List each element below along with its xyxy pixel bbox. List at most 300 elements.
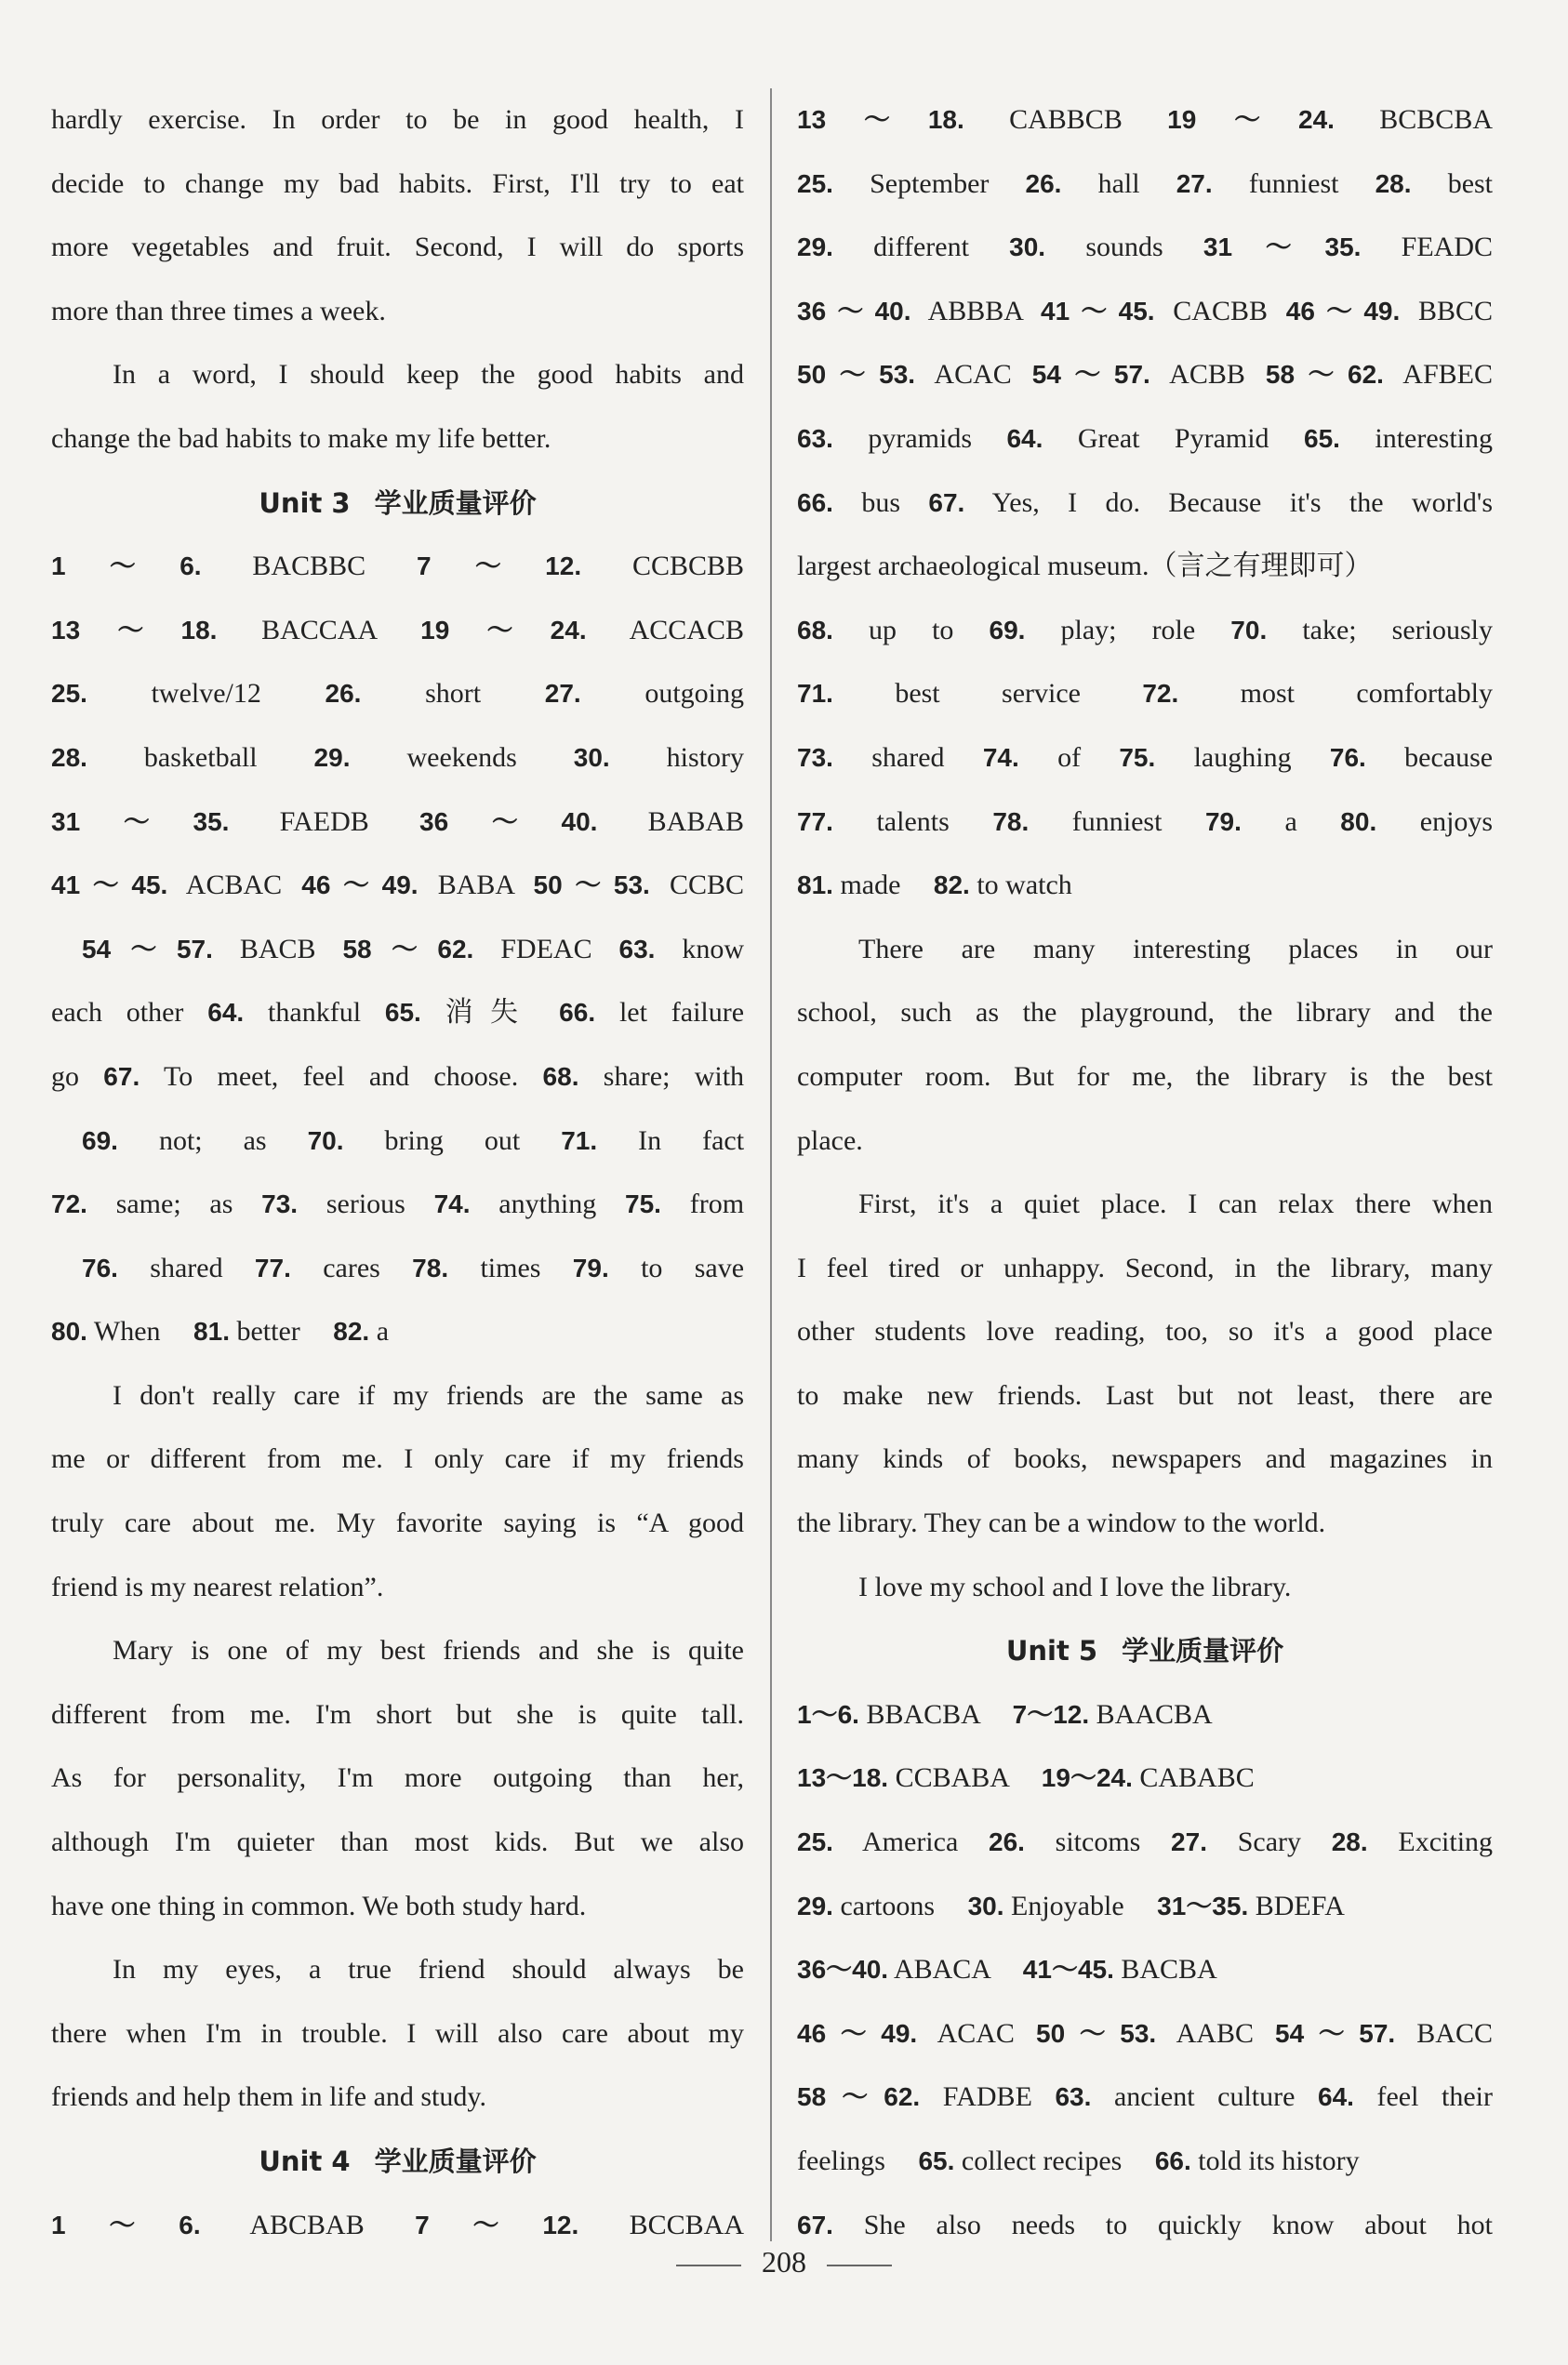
text-line: [51, 1492, 744, 1556]
page-number-right-dash: [827, 2265, 892, 2266]
answer-text: ACAC: [937, 2017, 1015, 2049]
answer-item: [928, 487, 1493, 518]
answer-item: [1042, 1762, 1255, 1793]
answer-item: [797, 2210, 1493, 2240]
answer-item: [1176, 168, 1339, 199]
answer-item: [308, 1125, 521, 1156]
answer-item: [573, 1253, 744, 1283]
text-line-content: the library. They can be a window to the world.: [797, 1508, 1326, 1539]
question-number: 69.: [82, 1125, 118, 1155]
answer-text: anything: [498, 1189, 597, 1220]
question-number: 1～6.: [797, 1699, 859, 1729]
text-line: [51, 153, 744, 217]
answer-text: September: [870, 167, 990, 199]
page-number-value: 208: [762, 2245, 806, 2279]
answer-text: collect recipes: [961, 2146, 1123, 2176]
answer-text: Yes, I do. Because it's the world's: [991, 486, 1493, 518]
answer-text: BCCBAA: [629, 2209, 744, 2240]
answer-text: Enjoyable: [1011, 1890, 1124, 1921]
answer-text: times: [480, 1252, 541, 1283]
section-heading: [51, 472, 744, 536]
answer-item: [415, 2210, 744, 2240]
answer-item: [797, 2081, 1032, 2112]
answer-text: hall: [1097, 167, 1140, 199]
unit-title: 学业质量评价: [374, 2146, 537, 2177]
text-line: [51, 1556, 744, 1620]
answer-line: [797, 88, 1493, 153]
answer-item: [385, 997, 535, 1028]
question-number: 72.: [51, 1189, 87, 1219]
answer-text: weekends: [406, 741, 517, 773]
answer-text: feel their: [1376, 2081, 1493, 2113]
answer-item: [51, 806, 369, 837]
question-number: 25.: [797, 1827, 833, 1857]
answer-line: [797, 854, 1493, 918]
question-number: 25.: [51, 679, 87, 709]
question-number: 54～57.: [1031, 360, 1150, 390]
answer-text: When: [93, 1316, 161, 1348]
answer-item: [103, 1061, 518, 1092]
answer-item: [1330, 742, 1493, 773]
answer-item: [1286, 296, 1493, 326]
answer-text: ancient culture: [1113, 2081, 1296, 2113]
answer-item: [82, 1253, 223, 1283]
answer-text: from: [689, 1189, 744, 1220]
text-line-content: As for personality, I'm more outgoing than her,: [51, 1762, 744, 1794]
text-line: [797, 918, 1493, 982]
answer-item: [82, 1125, 267, 1156]
question-number: 19～24.: [1041, 1763, 1133, 1793]
question-number: 13～18.: [797, 105, 964, 134]
answer-line: [797, 791, 1493, 855]
text-line: [51, 2066, 744, 2130]
answer-text: a: [1284, 805, 1297, 837]
answer-item: [51, 742, 258, 773]
answer-text: interesting: [1375, 422, 1493, 454]
answer-item: [434, 1189, 597, 1219]
answer-line: [797, 407, 1493, 472]
question-number: 7～12.: [416, 551, 582, 581]
answer-item: [797, 487, 900, 518]
text-line-content: There are many interesting places in our: [858, 933, 1493, 964]
text-line: [51, 1619, 744, 1683]
left-column: [51, 88, 744, 2257]
answer-item: [1266, 359, 1493, 390]
text-line: [51, 1683, 744, 1747]
answer-text: CCBCBB: [631, 551, 744, 582]
answer-item: [1041, 296, 1268, 326]
answer-text: Exciting: [1398, 1827, 1493, 1858]
question-number: 30.: [573, 742, 610, 772]
answer-item: [1006, 423, 1269, 454]
question-number: 81.: [193, 1317, 230, 1347]
question-number: 63.: [1055, 2082, 1092, 2112]
question-number: 46～49.: [301, 870, 419, 900]
answer-item: [543, 1061, 744, 1092]
answer-item: [797, 742, 945, 773]
question-number: 41～45.: [1022, 1955, 1114, 1985]
answer-line: [51, 1237, 744, 1301]
text-line: [797, 1173, 1493, 1237]
answer-text: ABBBA: [927, 295, 1023, 326]
answer-item: [1013, 1699, 1213, 1730]
answer-line: [797, 280, 1493, 344]
answer-text: FAEDB: [279, 805, 369, 837]
question-number: 79.: [1204, 806, 1242, 836]
answer-text: better: [236, 1316, 300, 1348]
answer-item: [797, 870, 900, 900]
question-number: 29.: [797, 1891, 833, 1920]
question-number: 26.: [1025, 168, 1062, 198]
answer-item: [301, 870, 513, 900]
answer-text: ABACA: [893, 1954, 990, 1986]
answer-text: go: [51, 1060, 79, 1092]
answer-text: thankful: [268, 997, 362, 1029]
section-heading: [797, 1619, 1493, 1683]
question-number: 65.: [384, 998, 421, 1028]
text-line-content: other students love reading, too, so it's a good place: [797, 1316, 1493, 1348]
answer-line: [797, 1683, 1493, 1747]
text-line-content: friends and help them in life and study.: [51, 2081, 486, 2113]
answer-item: [797, 359, 1012, 390]
answer-item: [1157, 1891, 1345, 1921]
text-line: [797, 1556, 1493, 1620]
question-number: 36～40.: [419, 806, 598, 836]
answer-text: most comfortably: [1240, 678, 1493, 710]
answer-line: [51, 1109, 744, 1174]
question-number: 7～12.: [415, 2210, 579, 2239]
text-line: [51, 1938, 744, 2002]
question-number: 50～53.: [533, 870, 650, 900]
question-number: 78.: [992, 806, 1030, 836]
text-line-content: friend is my nearest relation”.: [51, 1571, 384, 1602]
answer-text: FEADC: [1401, 232, 1493, 263]
answer-item: [797, 806, 950, 837]
question-number: 13～18.: [51, 615, 218, 644]
question-number: 31～35.: [1203, 233, 1362, 262]
text-line-content: I feel tired or unhappy. Second, in the library, many: [797, 1252, 1493, 1283]
answer-item: [342, 934, 591, 964]
answer-item: [1203, 232, 1493, 262]
text-line-content: different from me. I'm short but she is quite tall.: [51, 1698, 744, 1730]
answer-text: each other: [51, 997, 184, 1029]
text-line-content: more vegetables and fruit. Second, I will do sports: [51, 232, 744, 263]
answer-item: [625, 1189, 744, 1219]
text-line: [51, 1428, 744, 1492]
unit-label: Unit 5: [1005, 1635, 1098, 1667]
answer-text: CABBCB: [1009, 104, 1123, 135]
answer-text: CABABC: [1139, 1762, 1255, 1794]
answer-line: [51, 791, 744, 855]
answer-text: In fact: [638, 1124, 744, 1156]
answer-text: best service: [895, 678, 1081, 710]
answer-text: not; as: [158, 1124, 267, 1156]
answer-item: [1167, 104, 1493, 135]
question-number: 25.: [797, 168, 833, 198]
page-number-left-dash: [676, 2265, 741, 2266]
answer-item: [561, 1125, 744, 1156]
question-number: 70.: [307, 1125, 344, 1155]
answer-line: [51, 1300, 744, 1364]
text-line-content: truly care about me. My favorite saying is “A good: [51, 1508, 744, 1539]
question-number: 76.: [1329, 742, 1366, 772]
question-number: 30.: [967, 1891, 1004, 1920]
text-line-content: In my eyes, a true friend should always be: [113, 1954, 744, 1986]
answer-item: [797, 678, 1081, 709]
answer-text: a: [376, 1316, 390, 1348]
answer-text: BABAB: [647, 805, 744, 837]
answer-item: [797, 1827, 958, 1857]
text-line: [797, 1300, 1493, 1364]
answer-line: [51, 981, 744, 1045]
text-line: [51, 216, 744, 280]
answer-item: [1318, 2081, 1493, 2112]
question-number: 29.: [797, 233, 833, 262]
question-number: 78.: [412, 1253, 449, 1282]
answer-item: [797, 168, 989, 199]
answer-line: [51, 918, 744, 982]
question-number: 75.: [625, 1189, 661, 1219]
answer-item: [51, 870, 282, 900]
text-line: [797, 1428, 1493, 1492]
answer-text: BACC: [1416, 2017, 1493, 2049]
question-number: 7～12.: [1012, 1699, 1090, 1729]
answer-line: [797, 599, 1493, 663]
question-number: 41～45.: [1041, 296, 1155, 326]
answer-text: AFBEC: [1402, 359, 1493, 391]
question-number: 26.: [325, 679, 362, 709]
answer-line: [51, 599, 744, 663]
text-line-content: place.: [797, 1124, 863, 1156]
answer-item: [1332, 1827, 1493, 1857]
answer-text: same; as: [115, 1189, 233, 1220]
question-number: 27.: [1176, 168, 1213, 198]
answer-item: [51, 1189, 233, 1219]
answer-item: [255, 1253, 380, 1283]
text-line: [797, 1109, 1493, 1174]
question-number: 1～6.: [51, 551, 202, 581]
question-number: 29.: [313, 742, 351, 772]
answer-item: [412, 1253, 540, 1283]
answer-text: serious: [326, 1189, 405, 1220]
answer-text: CCBABA: [895, 1762, 1009, 1794]
question-number: 13～18.: [797, 1763, 889, 1793]
answer-text: laughing: [1193, 741, 1292, 773]
answer-item: [51, 615, 376, 645]
answer-item: [797, 1699, 979, 1730]
question-number: 68.: [542, 1061, 579, 1091]
answer-text: pyramids: [868, 422, 973, 454]
answer-text: BCBCBA: [1379, 104, 1493, 135]
answer-text: because: [1404, 741, 1493, 773]
answer-text: shared: [150, 1252, 223, 1283]
answer-line: [797, 726, 1493, 791]
answer-line: [797, 2066, 1493, 2130]
question-number: 30.: [1009, 233, 1046, 262]
text-line-content: Mary is one of my best friends and she is quite: [113, 1635, 744, 1667]
text-line-content: I love my school and I love the library.: [858, 1571, 1292, 1602]
answer-line: [51, 662, 744, 726]
answer-item: [1036, 2018, 1254, 2049]
question-number: 58～62.: [797, 2082, 921, 2112]
answer-text: made: [840, 870, 901, 901]
answer-item: [797, 2018, 1015, 2049]
text-line-content: school, such as the playground, the library and the: [797, 997, 1493, 1029]
text-line: [797, 981, 1493, 1045]
answer-item: [797, 296, 1022, 326]
unit-title: 学业质量评价: [374, 486, 537, 519]
answer-line: [51, 1045, 744, 1109]
answer-item: [797, 104, 1123, 135]
question-number: 54～57.: [1275, 2018, 1396, 2048]
answer-item: [1142, 678, 1493, 709]
question-number: 67.: [103, 1061, 140, 1091]
text-line-content: have one thing in common. We both study hard.: [51, 1890, 587, 1921]
answer-text: take; seriously: [1302, 614, 1493, 645]
question-number: 79.: [572, 1253, 609, 1282]
text-line: [797, 1492, 1493, 1556]
answer-text: let failure: [618, 997, 744, 1029]
answer-item: [534, 870, 744, 900]
answer-item: [1026, 168, 1140, 199]
answer-item: [989, 1827, 1140, 1857]
answer-item: [1275, 2018, 1493, 2049]
answer-text: basketball: [143, 741, 258, 773]
question-number: 28.: [51, 742, 87, 772]
answer-line: [797, 1938, 1493, 2002]
answer-text: Great Pyramid: [1077, 422, 1269, 454]
answer-text: FADBE: [942, 2081, 1032, 2113]
answer-item: [1171, 1827, 1301, 1857]
answer-line: [797, 2130, 1493, 2194]
answer-item: [797, 1954, 990, 1985]
question-number: 46～49.: [797, 2018, 918, 2048]
question-number: 71.: [797, 679, 833, 709]
question-number: 75.: [1119, 742, 1156, 772]
answer-text: BAACBA: [1096, 1698, 1213, 1730]
answer-item: [559, 997, 744, 1028]
answer-text: history: [666, 741, 744, 773]
answer-item: [51, 997, 183, 1028]
answer-item: [934, 870, 1072, 900]
answer-item: [545, 678, 744, 709]
answer-text: She also needs to quickly know about hot: [863, 2209, 1493, 2240]
question-number: 82.: [933, 870, 970, 900]
answer-text: best: [1447, 167, 1493, 199]
answer-text: shared: [871, 741, 945, 773]
question-number: 26.: [989, 1827, 1025, 1857]
answer-text: America: [862, 1827, 959, 1858]
answer-line: [797, 1875, 1493, 1939]
text-line-content: largest archaeological museum.（言之有理即可）: [797, 551, 1373, 582]
question-number: 31～35.: [1157, 1891, 1249, 1920]
answer-line: [797, 343, 1493, 407]
answer-line: [797, 2002, 1493, 2066]
answer-item: [417, 551, 744, 581]
answer-line: [797, 153, 1493, 217]
answer-item: [574, 742, 744, 773]
answer-item: [968, 1891, 1124, 1921]
answer-item: [797, 615, 953, 645]
answer-text: funniest: [1071, 805, 1163, 837]
answer-text: AABC: [1176, 2017, 1254, 2049]
answer-item: [992, 806, 1162, 837]
answer-item: [1055, 2081, 1295, 2112]
question-number: 50～53.: [797, 360, 916, 390]
answer-text: enjoys: [1419, 805, 1493, 837]
text-line-content: although I'm quieter than most kids. But we also: [51, 1827, 744, 1858]
question-number: 70.: [1230, 615, 1268, 644]
answer-item: [420, 615, 744, 645]
text-line-content: decide to change my bad habits. First, I'll try to eat: [51, 167, 744, 199]
answer-text: outgoing: [644, 678, 744, 710]
text-line-content: In a word, I should keep the good habits and: [113, 359, 744, 391]
answer-item: [1009, 232, 1163, 262]
text-line-content: computer room. But for me, the library is the best: [797, 1060, 1493, 1092]
answer-text: FDEAC: [500, 933, 592, 964]
answer-item: [1155, 2146, 1360, 2176]
answer-item: [51, 2210, 365, 2240]
page-number: [0, 2239, 1568, 2284]
question-number: 77.: [797, 806, 833, 836]
answer-text: cartoons: [840, 1890, 936, 1921]
answer-line: [797, 216, 1493, 280]
question-number: 66.: [1154, 2146, 1191, 2175]
answer-text: talents: [876, 805, 950, 837]
answer-text: play; role: [1060, 614, 1196, 645]
question-number: 36～40.: [797, 1955, 889, 1985]
answer-line: [797, 472, 1493, 536]
text-line-content: many kinds of books, newspapers and magazines in: [797, 1443, 1493, 1475]
answer-text: ACAC: [934, 359, 1012, 391]
question-number: 31～35.: [51, 806, 230, 836]
answer-text: Scary: [1237, 1827, 1302, 1858]
question-number: 36～40.: [797, 296, 911, 326]
answer-item: [51, 1061, 79, 1092]
question-number: 58～62.: [342, 934, 474, 963]
text-line-content: more than three times a week.: [51, 295, 386, 326]
answer-item: [1023, 1954, 1217, 1985]
question-number: 80.: [1340, 806, 1377, 836]
answer-text: twelve/12: [151, 678, 261, 710]
question-number: 46～49.: [1285, 296, 1401, 326]
answer-text: BACBBC: [252, 551, 366, 582]
unit-title: 学业质量评价: [1122, 1635, 1284, 1667]
answer-text: different: [873, 232, 969, 263]
answer-item: [82, 934, 316, 964]
text-line: [51, 88, 744, 153]
question-number: 41～45.: [51, 870, 168, 900]
text-line: [797, 1237, 1493, 1301]
answer-item: [619, 934, 744, 964]
text-line: [797, 1364, 1493, 1428]
answer-text: BBACBA: [866, 1698, 980, 1730]
answer-text: CCBC: [669, 870, 744, 901]
question-number: 73.: [261, 1189, 299, 1219]
answer-text: short: [425, 678, 482, 710]
answer-text: CACBB: [1173, 295, 1269, 326]
answer-text: know: [682, 933, 744, 964]
answer-line: [797, 662, 1493, 726]
answer-text: BDEFA: [1255, 1890, 1345, 1921]
text-line: [51, 1811, 744, 1875]
text-line-content: me or different from me. I only care if my friends: [51, 1443, 744, 1475]
question-number: 1～6.: [51, 2210, 201, 2239]
answer-text: sitcoms: [1055, 1827, 1141, 1858]
answer-item: [797, 232, 969, 262]
answer-item: [326, 678, 482, 709]
answer-item: [51, 1316, 161, 1347]
